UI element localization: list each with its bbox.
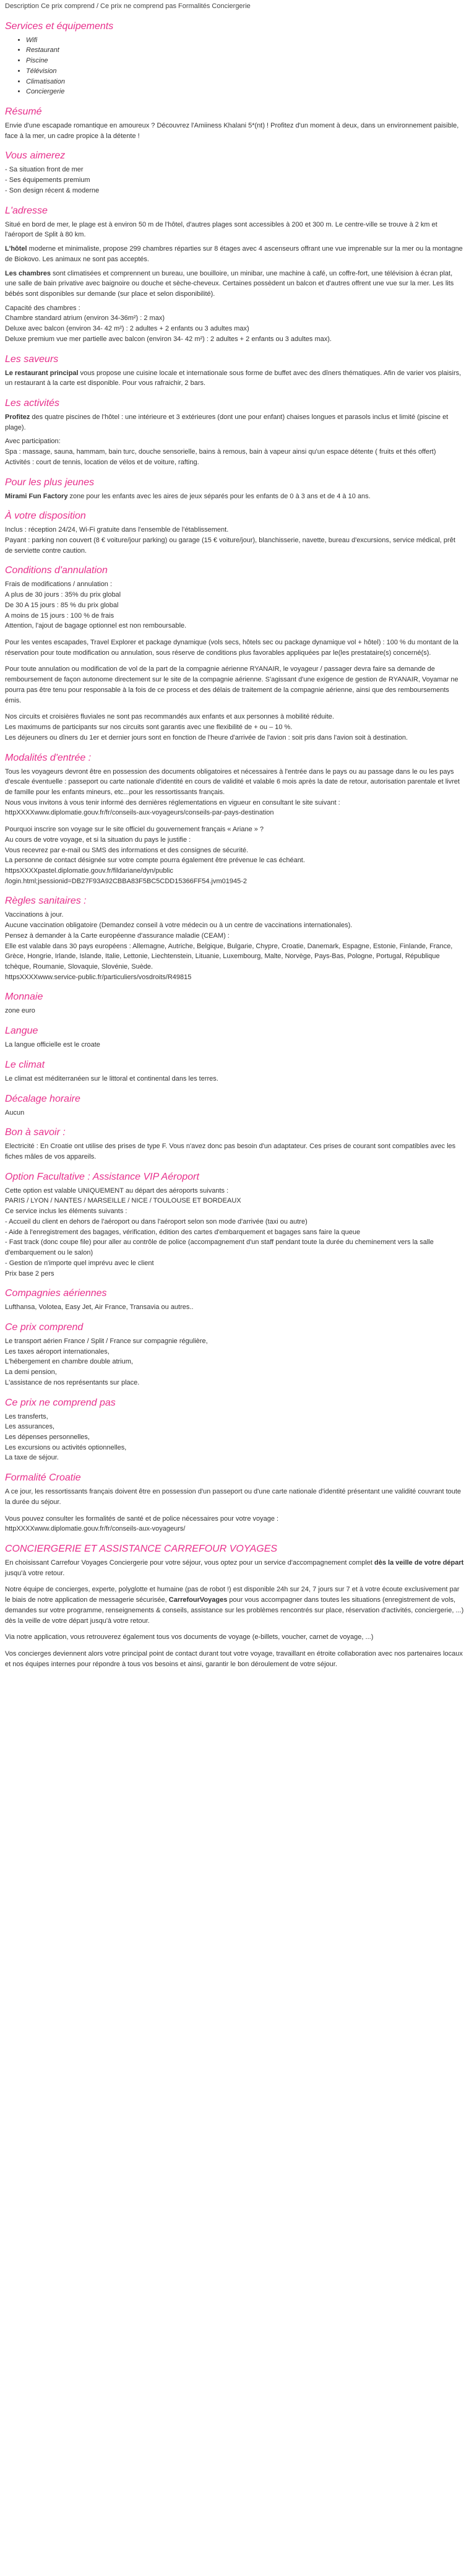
- conciergerie-intro-text: En choisissant Carrefour Voyages Conciergerie pour votre séjour, vous optez pour un service d'accompagnement complet: [5, 1559, 375, 1567]
- formalite-link: httpXXXXwww.diplomatie.gouv.fr/fr/conseils-aux-voyageurs/: [5, 1525, 186, 1533]
- ariane-line: La personne de contact désignée sur votre compte pourra également être prévenue le cas échéant.: [5, 857, 305, 865]
- section-title-conciergerie: CONCIERGERIE ET ASSISTANCE CARREFOUR VOYAGES: [5, 1544, 278, 1554]
- vip-line: - Fast track (donc coupe file) pour aller au contrôle de police (accompagnement d'un staff pendant toute la durée du cheminement vers la salle d'embarquement ou le salon): [5, 1238, 434, 1257]
- section-title-bon-a-savoir: Bon à savoir :: [5, 1127, 66, 1138]
- activites-list: [5, 436, 464, 467]
- vip-line: - Accueil du client en dehors de l'aéroport ou dans l'aéroport selon son mode d'arrivée (taxi ou autre): [5, 1217, 308, 1225]
- service-item: • Télévision: [26, 66, 464, 77]
- service-item: • Wifi: [26, 35, 464, 46]
- jeunes-text: zone pour les enfants avec les aires de jeux séparés pour les enfants de 0 à 3 ans et de 4 à 10 ans.: [67, 492, 371, 500]
- annulation-fees: [5, 579, 464, 631]
- conciergerie-team-end: pour vous accompagner dans toutes les situations (enregistrement de vols, demandes sur votre programme, renseignements & conseils, assistance sur les problèmes rencontrés sur place, réservation d'activités, conciergerie, ...) dès la veille de votre départ jusqu'à votre retour.: [5, 1596, 464, 1625]
- bon-a-savoir-text: Electricité : En Croatie ont utilise des prises de type F. Vous n'avez donc pas besoin d'un adaptateur. Ces prises de courant sont compatibles avec les fiches mâles de vos appareils.: [5, 1143, 456, 1161]
- annulation-line: A moins de 15 jours : 100 % de frais: [5, 612, 114, 620]
- jeunes-label: Mirami Fun Factory: [5, 492, 68, 500]
- activites-line: Spa : massage, sauna, hammam, bain turc, douche sensorielle, bains à remous, bain à vapeur ainsi qu'un espace détente ( fruits et thés offert): [5, 448, 436, 456]
- list-item: Les assurances,: [5, 1423, 55, 1431]
- section-title-formalite: Formalité Croatie: [5, 1472, 81, 1484]
- section-title-decalage: Décalage horaire: [5, 1093, 80, 1104]
- sanitaires-line: Pensez à demander à la Carte européenne d'assurance maladie (CEAM) :: [5, 931, 230, 940]
- section-title-langue: Langue: [5, 1026, 38, 1037]
- section-title-activites: Les activités: [5, 397, 60, 408]
- saveurs-label: Le restaurant principal: [5, 369, 79, 377]
- sanitaires-list: [5, 910, 464, 982]
- annulation-line: De 30 A 15 jours : 85 % du prix global: [5, 601, 119, 609]
- conciergerie-app-name: CarrefourVoyages: [168, 1596, 228, 1604]
- sanitaires-line: Aucune vaccination obligatoire (Demandez conseil à votre médecin ou à un centre de vaccinations internationales).: [5, 922, 353, 930]
- ariane-link: /login.html;jsessionid=DB27F93A92CBBA83F5BC5CDD15366FF54.jvm01945-2: [5, 877, 247, 885]
- conciergerie-team-text: Notre équipe de concierges, experte, polyglotte et humaine (pas de robot !) est disponible 24h sur 24, 7 jours sur 7 et à votre écoute exclusivement par le biais de notre application de messagerie sécurisée,: [5, 1586, 460, 1604]
- resume-text: Envie d'une escapade romantique en amoureux ? Découvrez l'Amiiness Khalani 5*(nt) ! Profitez d'un moment à deux, dans un environnement paisible, face à la mer, un cadre propice à la détente !: [5, 122, 459, 140]
- adresse-rooms-label: Les chambres: [5, 269, 51, 277]
- annulation-packages-text: Pour les ventes escapades, Travel Explorer et package dynamique (vols secs, hôtels sec ou package dynamique vol + hôtel) : 100 % du montant de la réservation pour toute modification ou annulation, sous réserve de conditions plus favorables appliquées par le(les prestataire(s) concerné(s).: [5, 639, 458, 657]
- list-item: Les taxes aéroport internationales,: [5, 1347, 110, 1355]
- annulation-line: Frais de modifications / annulation :: [5, 581, 113, 589]
- capacity-line: Deluxe premium vue mer partielle avec balcon (environ 34- 42 m²) : 2 adultes + 2 enfants ou 3 adultes max).: [5, 335, 332, 343]
- vip-line: Cette option est valable UNIQUEMENT au départ des aéroports suivants :: [5, 1186, 229, 1195]
- entree-documents: [5, 767, 464, 819]
- prix-ne-comprend-pas-list: [5, 1412, 464, 1464]
- entree-line: Nous vous invitons à vous tenir informé des dernières réglementations en vigueur en consultant le site suivant : httpXXXXwww.diplomatie.gouv.fr/fr/conseils-aux-voyageurs/conseils-par-pays-destination: [5, 798, 340, 817]
- ariane-link: httpsXXXXpastel.diplomatie.gouv.fr/fildariane/dyn/public: [5, 867, 173, 875]
- conciergerie-intro-bold: dès la veille de votre départ: [374, 1559, 464, 1567]
- list-item: Les transferts,: [5, 1412, 48, 1420]
- activites-label: Profitez: [5, 413, 30, 421]
- list-item: - Son design récent & moderne: [5, 186, 100, 194]
- conciergerie-contact: Vos concierges deviennent alors votre principal point de contact durant tout votre voyage, travaillant en étroite collaboration avec nos partenaires locaux et nos équipes internes pour répondre à tous vos besoins et ainsi, garantir le bon déroulement de votre séjour.: [5, 1650, 463, 1668]
- section-title-vous-aimerez: Vous aimerez: [5, 150, 66, 162]
- section-title-saveurs: Les saveurs: [5, 353, 59, 365]
- service-item: • Climatisation: [26, 77, 464, 87]
- disposition-line: Payant : parking non couvert (8 € voiture/jour parking) ou garage (15 € voiture/jour), blanchisserie, navette, bureau d'excursions, service médical, prêt de serviette contre caution.: [5, 537, 455, 555]
- conciergerie-intro-end: jusqu'à votre retour.: [5, 1569, 65, 1577]
- capacity-line: Deluxe avec balcon (environ 34- 42 m²) : 2 adultes + 2 enfants ou 3 adultes max): [5, 325, 249, 333]
- annulation-ryanair-text: Pour toute annulation ou modification de vol de la part de la compagnie aérienne RYANAIR, le voyageur / passager devra faire sa demande de remboursement de façon autonome directement sur le site de la compagnie aérienne. S'agissant d'une exigence de gestion de RYANAIR, Voyamar ne pourra pas être tenu pour responsable à la fois de ce process et des délais de traitement de la compagnie aérienne, ainsi que des remboursements émis.: [5, 665, 458, 704]
- saveurs-text: vous propose une cuisine locale et internationale sous forme de buffet avec des dîners thématiques. Afin de varier vos plaisirs, un restaurant à la carte est disponible. Pour vous rafraichir, 2 bars.: [5, 369, 462, 387]
- adresse-rooms-text: sont climatisées et comprennent un bureau, une bouilloire, un minibar, une machine à café, un coffre-fort, une télévision à écran plat, une salle de bain privative avec baignoire ou douche et sèche-cheveux. Certaines possèdent un balcon et d'autres offrent une vue sur la mer. Les lits bébés sont disponibles sur demande (sur place et selon disponibilité).: [5, 269, 454, 298]
- vip-list: [5, 1186, 464, 1279]
- section-title-climat: Le climat: [5, 1059, 45, 1070]
- annulation-circuit-line: Les maximums de participants sur nos circuits sont garantis avec une flexibilité de + ou – 10 %.: [5, 724, 293, 732]
- vip-line: Ce service inclus les éléments suivants :: [5, 1208, 127, 1216]
- section-title-services: Services et équipements: [5, 20, 114, 32]
- capacity-line: Chambre standard atrium (environ 34-36m²) : 2 max): [5, 314, 165, 322]
- activites-text: des quatre piscines de l'hôtel : une intérieure et 3 extérieures (dont une pour enfant) chaises longues et parasols inclus et limité (piscine et plage).: [5, 413, 449, 431]
- entree-line: Tous les voyageurs devront être en possession des documents obligatoires et nécessaires à l'entrée dans le pays ou au passage dans le ou les pays d'escale éventuelle : passeport ou carte nationale d'identité en cours de validité et valable 6 mois après la date de retour, autorisation parentale et livret de famille pour les enfants mineurs, etc...pour les ressortissants français.: [5, 767, 460, 796]
- section-title-prix-comprend: Ce prix comprend: [5, 1321, 84, 1333]
- prix-comprend-list: [5, 1336, 464, 1388]
- annulation-line: Attention, l'ajout de bagage optionnel est non remboursable.: [5, 622, 187, 630]
- adresse-rooms-paragraph: [5, 269, 464, 300]
- section-title-adresse: L'adresse: [5, 205, 48, 216]
- jeunes-paragraph: [5, 491, 464, 502]
- list-item: L'assistance de nos représentants sur place.: [5, 1378, 140, 1386]
- description-tabs[interactable]: Description Ce prix comprend / Ce prix ne comprend pas Formalités Conciergerie: [5, 2, 251, 10]
- sanitaires-link: httpsXXXXwww.service-public.fr/particuliers/vosdroits/R49815: [5, 973, 192, 981]
- compagnies-text: Lufthansa, Volotea, Easy Jet, Air France, Transavia ou autres..: [5, 1303, 194, 1312]
- ariane-line: Pourquoi inscrire son voyage sur le site officiel du gouvernement français « Ariane » ?: [5, 826, 264, 834]
- list-item: - Ses équipements premium: [5, 176, 90, 184]
- annulation-circuit-line: Les déjeuners ou dîners du 1er et dernier jours sont en fonction de l'heure d'arrivée de l'avion : soit pris dans l'avion soit à destination.: [5, 733, 408, 741]
- conciergerie-team: [5, 1584, 464, 1626]
- decalage-text: Aucun: [5, 1109, 25, 1117]
- section-title-resume: Résumé: [5, 106, 42, 118]
- formalite-text: A ce jour, les ressortissants français doivent être en possession d'un passeport ou d'une carte nationale d'identité présentant une validité couvrant toute la durée du séjour.: [5, 1488, 462, 1506]
- annulation-circuits: [5, 712, 464, 743]
- langue-text: La langue officielle est le croate: [5, 1041, 100, 1049]
- ariane-line: Vous recevrez par e-mail ou SMS des informations et des consignes de sécurité.: [5, 846, 249, 854]
- capacity-line: Capacité des chambres :: [5, 304, 80, 312]
- list-item: - Sa situation front de mer: [5, 166, 84, 174]
- formalite-line: Vous pouvez consulter les formalités de santé et de police nécessaires pour votre voyage :: [5, 1515, 279, 1523]
- conciergerie-documents: Via notre application, vous retrouverez également tous vos documents de voyage (e-billets, voucher, carnet de voyage, ...): [5, 1633, 374, 1641]
- formalite-links: [5, 1514, 464, 1534]
- room-capacity: [5, 303, 464, 345]
- saveurs-paragraph: [5, 368, 464, 389]
- list-item: Les dépenses personnelles,: [5, 1433, 90, 1441]
- annulation-line: A plus de 30 jours : 35% du prix global: [5, 591, 121, 599]
- activites-paragraph: [5, 412, 464, 433]
- activites-line: Avec participation:: [5, 438, 61, 446]
- section-title-entree: Modalités d'entrée :: [5, 752, 92, 763]
- section-title-sanitaires: Règles sanitaires :: [5, 896, 87, 907]
- ariane-line: Au cours de votre voyage, et si la situation du pays le justifie :: [5, 836, 191, 844]
- list-item: Les excursions ou activités optionnelles,: [5, 1443, 127, 1451]
- sanitaires-line: Vaccinations à jour.: [5, 911, 64, 919]
- vip-line: - Aide à l'enregistrement des bagages, vérification, édition des cartes d'embarquement et bagages sans faire la queue: [5, 1228, 361, 1236]
- services-list: [17, 35, 464, 97]
- monnaie-text: zone euro: [5, 1007, 35, 1015]
- vip-line: PARIS / LYON / NANTES / MARSEILLE / NICE / TOULOUSE ET BORDEAUX: [5, 1197, 241, 1205]
- adresse-hotel-paragraph: [5, 244, 464, 264]
- climat-text: Le climat est méditerranéen sur le littoral et continental dans les terres.: [5, 1074, 218, 1083]
- list-item: Le transport aérien France / Split / France sur compagnie régulière,: [5, 1337, 208, 1345]
- adresse-location-text: Situé en bord de mer, le plage est à environ 50 m de l'hôtel, d'autres plages sont accessibles à 200 et 300 m. Le centre-ville se trouve à 2 km et l'aéroport de Split à 80 km.: [5, 220, 437, 239]
- vip-line: Prix base 2 pers: [5, 1269, 54, 1277]
- activites-line: Activités : court de tennis, location de vélos et de voiture, rafting.: [5, 458, 199, 466]
- section-title-compagnies: Compagnies aériennes: [5, 1288, 107, 1299]
- section-title-disposition: À votre disposition: [5, 511, 86, 522]
- service-item: • Restaurant: [26, 45, 464, 56]
- annulation-circuit-line: Nos circuits et croisières fluviales ne sont pas recommandés aux enfants et aux personnes à mobilité réduite.: [5, 713, 334, 721]
- service-item: • Conciergerie: [26, 87, 464, 97]
- entree-ariane: [5, 824, 464, 886]
- list-item: La demi pension,: [5, 1368, 57, 1377]
- list-item: L'hébergement en chambre double atrium,: [5, 1358, 133, 1366]
- disposition-list: [5, 525, 464, 556]
- conciergerie-intro: [5, 1558, 464, 1578]
- section-title-jeunes: Pour les plus jeunes: [5, 477, 95, 488]
- disposition-line: Inclus : réception 24/24, Wi-Fi gratuite dans l'ensemble de l'établissement.: [5, 526, 229, 534]
- section-title-annulation: Conditions d'annulation: [5, 565, 108, 576]
- adresse-hotel-label: L'hôtel: [5, 245, 27, 253]
- section-title-prix-ne-comprend-pas: Ce prix ne comprend pas: [5, 1397, 116, 1408]
- service-item: • Piscine: [26, 56, 464, 66]
- list-item: La taxe de séjour.: [5, 1454, 59, 1462]
- vous-aimerez-list: [5, 165, 464, 196]
- vip-line: - Gestion de n'importe quel imprévu avec le client: [5, 1259, 154, 1267]
- section-title-vip: Option Facultative : Assistance VIP Aéroport: [5, 1171, 199, 1182]
- adresse-hotel-text: moderne et minimaliste, propose 299 chambres réparties sur 8 étages avec 4 ascenseurs offrant une vue imprenable sur la mer ou la montagne de Biokovo. Les animaux ne sont pas acceptés.: [5, 245, 463, 263]
- sanitaires-line: Elle est valable dans 30 pays européens : Allemagne, Autriche, Belgique, Bulgarie, Chypre, Croatie, Danemark, Espagne, Estonie, Finlande, France, Grèce, Hongrie, Irlande, Islande, Italie, Lettonie, Liechtenstein, Lituanie, Luxembourg, Malte, Norvège, Pays-Bas, Pologne, Portugal, République tchèque, Roumanie, Slovaquie, Slovénie, Suède.: [5, 942, 453, 970]
- section-title-monnaie: Monnaie: [5, 992, 43, 1003]
